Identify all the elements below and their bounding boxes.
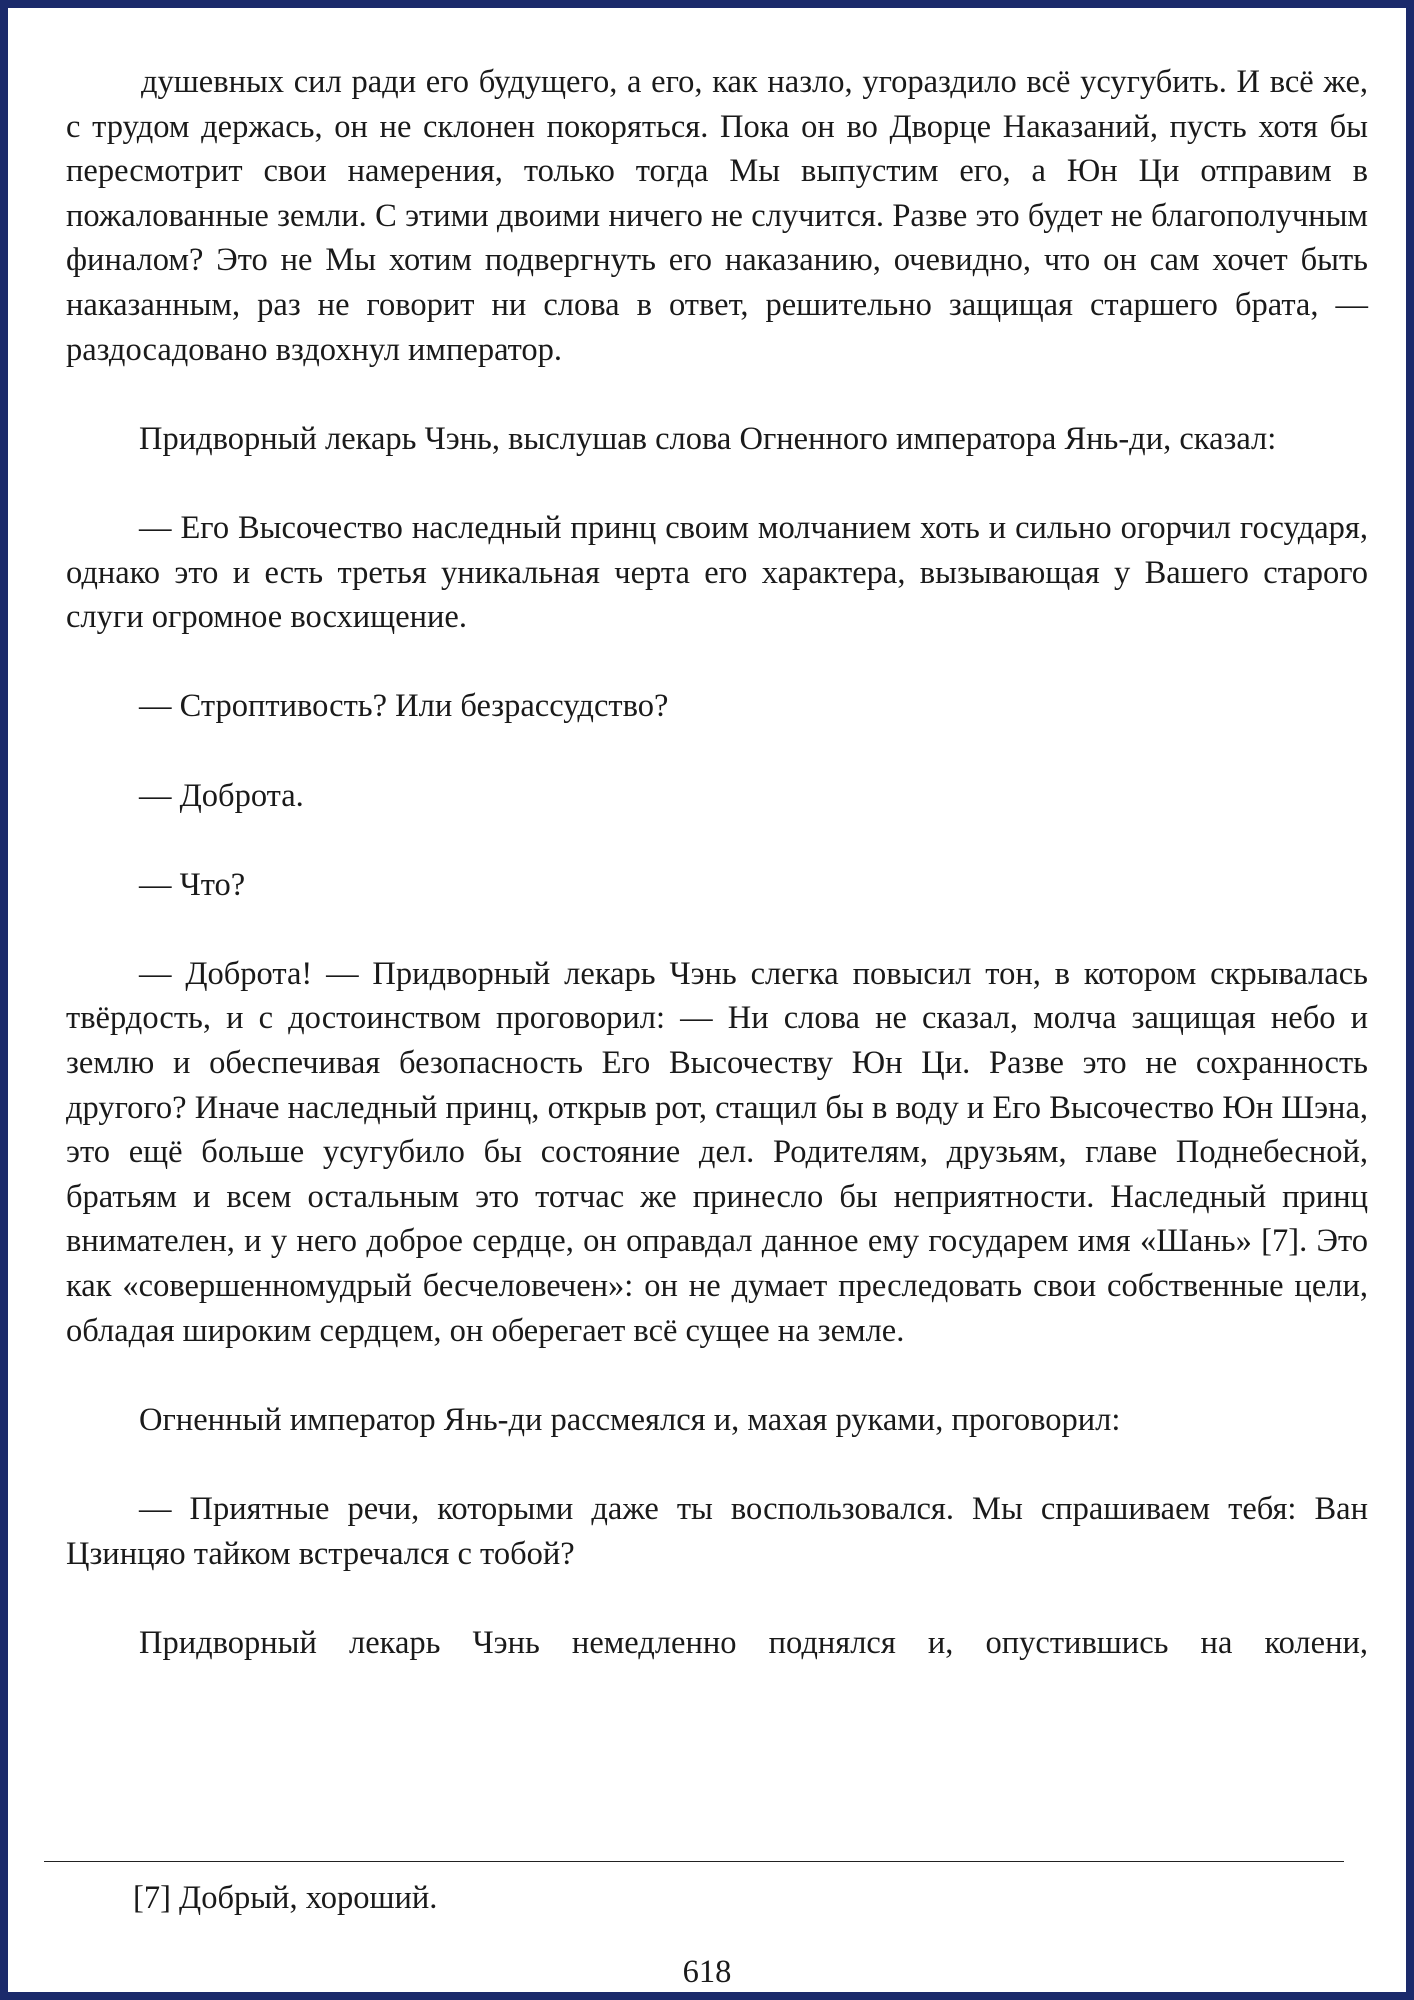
body-text [66, 60, 1368, 1665]
paragraph-8: Огненный император Янь-ди рассмеялся и, махая руками, проговорил: [139, 1401, 1121, 1438]
footnote: [7] Добрый, хороший. [133, 1880, 438, 1916]
paragraph-10: Придворный лекарь Чэнь немедленно поднялся и, опустившись на колени, [139, 1624, 1368, 1661]
footnote-divider [44, 1861, 1344, 1862]
paragraph-6: — Что? [139, 866, 246, 903]
paragraph-4: — Строптивость? Или безрассудство? [139, 688, 669, 725]
paragraph-7: — Доброта! — Придворный лекарь Чэнь слегка повысил тон, в котором скрывалась твёрдость, и с достоинством проговорил: — Ни слова не сказал, молча защищая небо и землю и обеспечивая безопасность Его Высочеству Юн Ци. Разве это не сохранность другого? Иначе наследный принц, открыв рот, стащил бы в воду и Его Высочество Юн Шэна, это ещё больше усугубило бы состояние дел. Родителям, друзьям, главе Поднебесной, братьям и всем остальным это тотчас же принесло бы неприятности. Наследный принц внимателен, и у него доброе сердце, он оправдал данное ему государем имя «Шань» [7]. Это как «совершенномудрый бесчеловечен»: он не думает преследовать свои собственные цели, обладая широким сердцем, он оберегает всё сущее на земле. [66, 955, 1368, 1349]
document-page [8, 8, 1406, 1992]
paragraph-1: душевных сил ради его будущего, а его, как назло, угораздило всё усугубить. И всё же, с трудом держась, он не склонен покоряться. Пока он во Дворце Наказаний, пусть хотя бы пересмотрит свои намерения, только тогда Мы выпустим его, а Юн Ци отправим в пожалованные земли. С этими двоими ничего не случится. Разве это будет не благополучным финалом? Это не Мы хотим подвергнуть его наказанию, очевидно, что он сам хочет быть наказанным, раз не говорит ни слова в ответ, решительно защищая старшего брата, — раздосадовано вздохнул император. [66, 64, 1368, 368]
paragraph-5: — Доброта. [139, 777, 304, 814]
paragraph-3: — Его Высочество наследный принц своим молчанием хоть и сильно огорчил государя, однако это и есть третья уникальная черта его характера, вызывающая у Вашего старого слуги огромное восхищение. [66, 509, 1368, 636]
page-number: 618 [682, 1954, 732, 1990]
paragraph-2: Придворный лекарь Чэнь, выслушав слова Огненного императора Янь-ди, сказал: [139, 420, 1277, 457]
paragraph-9: — Приятные речи, которыми даже ты воспользовался. Мы спрашиваем тебя: Ван Цзинцяо тайком встречался с тобой? [66, 1491, 1368, 1572]
